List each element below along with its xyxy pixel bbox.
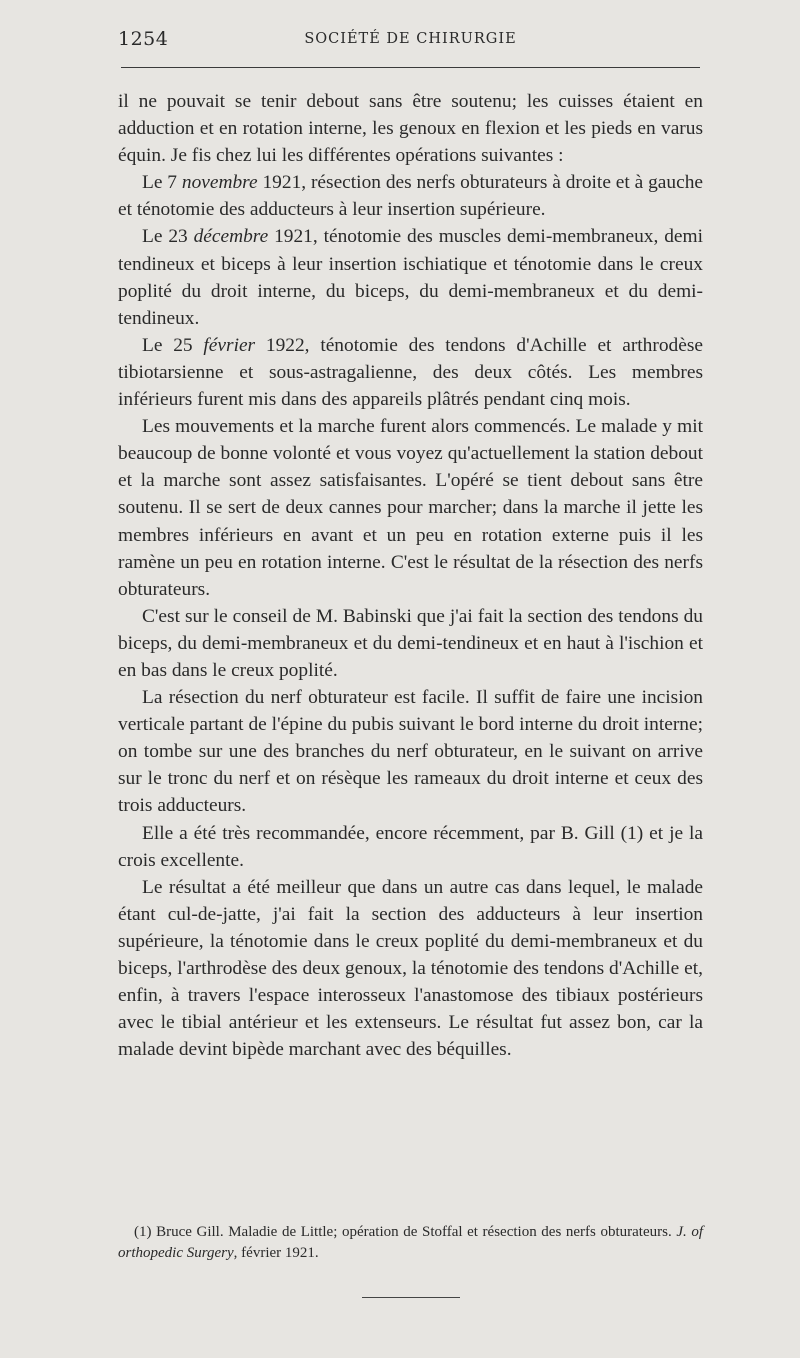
page-number: 1254 bbox=[118, 28, 169, 50]
paragraph-text: La résection du nerf obturateur est facile. Il suffit de faire une incision verticale partant de l'épine du pubis suivant le bord interne du droit interne; on tombe sur une des branches du nerf obturateur, en le suivant on arrive sur le tronc du nerf et on résèque les rameaux du droit interne et ceux des trois adducteurs. bbox=[118, 687, 703, 817]
body-text bbox=[118, 88, 703, 1063]
paragraph-text: Les mouvements et la marche furent alors commencés. Le malade y mit beaucoup de bonne volonté et vous voyez qu'actuellement la station debout et la marche sont assez satisfaisantes. L'opéré se tient debout sans être soutenu. Il se sert de deux cannes pour marcher; dans la marche il jette les membres inférieurs en avant et un peu en rotation externe puis il les ramène un peu en rotation interne. C'est le résultat de la résection des nerfs obturateurs. bbox=[118, 416, 703, 600]
page-header bbox=[118, 28, 703, 52]
paragraph-text: C'est sur le conseil de M. Babinski que j'ai fait la section des tendons du biceps, du demi-membraneux et du demi-tendineux et en haut à l'ischion et en bas dans le creux poplité. bbox=[118, 605, 703, 681]
paragraph-7 bbox=[118, 684, 703, 819]
paragraph-text: 1921, ténotomie des muscles demi-membraneux, demi tendineux et biceps à leur insertion ischiatique et ténotomie dans le creux poplité du droit interne, du biceps, du demi-membraneux et du demi-tendineux. bbox=[118, 226, 703, 329]
end-rule bbox=[362, 1297, 460, 1298]
paragraph-text: 1922, ténotomie des tendons d'Achille et arthrodèse tibiotarsienne et sous-astragalienne, des deux côtés. Les membres inférieurs furent mis dans des appareils plâtrés pendant cinq mois. bbox=[118, 334, 703, 411]
paragraph-text: Le résultat a été meilleur que dans un autre cas dans lequel, le malade étant cul-de-jatte, j'ai fait la section des adducteurs à leur insertion supérieure, la ténotomie dans le creux poplité du demi-membraneux et du biceps, l'arthrodèse des deux genoux, la ténotomie des tendons d'Achille et, enfin, à travers l'espace interosseux l'anastomose des tibiaux postérieurs avec le tibial antérieur et les extenseurs. Le résultat fut assez bon, car la malade devint bipède marchant avec des béquilles. bbox=[118, 876, 703, 1061]
header-rule bbox=[121, 67, 700, 68]
paragraph-text: Elle a été très recommandée, encore récemment, par B. Gill (1) et je la crois excellente. bbox=[118, 822, 703, 871]
date-month: février bbox=[203, 334, 256, 356]
date-month: décembre bbox=[193, 226, 269, 248]
paragraph-2 bbox=[118, 169, 703, 223]
paragraph-1 bbox=[118, 88, 703, 169]
running-title: SOCIÉTÉ DE CHIRURGIE bbox=[304, 31, 517, 47]
paragraph-text: il ne pouvait se tenir debout sans être soutenu; les cuisses étaient en adduction et en rotation interne, les genoux en flexion et les pieds en varus équin. Je fis chez lui les différentes opérations suivantes : bbox=[118, 91, 703, 167]
footnote-citation: (1) Bruce Gill. Maladie de Little; opération de Stoffal et résection des nerfs obturateurs. bbox=[134, 1224, 677, 1240]
footnote-text bbox=[118, 1222, 703, 1264]
paragraph-3 bbox=[118, 223, 703, 331]
paragraph-text: Le 25 bbox=[142, 334, 204, 356]
paragraph-4 bbox=[118, 332, 703, 413]
footnote-date: , février 1921. bbox=[233, 1245, 319, 1261]
journal-title: J. of orthopedic Surgery bbox=[118, 1224, 703, 1261]
paragraph-8 bbox=[118, 820, 703, 874]
paragraph-9 bbox=[118, 874, 703, 1064]
date-month: novembre bbox=[181, 172, 258, 194]
paragraph-text: 1921, résection des nerfs obturateurs à droite et à gauche et ténotomie des adducteurs à leur insertion supérieure. bbox=[118, 172, 704, 221]
paragraph-6 bbox=[118, 603, 703, 684]
paragraph-text: Le 23 bbox=[142, 226, 194, 248]
footnote bbox=[118, 1222, 703, 1264]
paragraph-text: Le 7 bbox=[142, 172, 182, 194]
paragraph-5 bbox=[118, 413, 703, 603]
